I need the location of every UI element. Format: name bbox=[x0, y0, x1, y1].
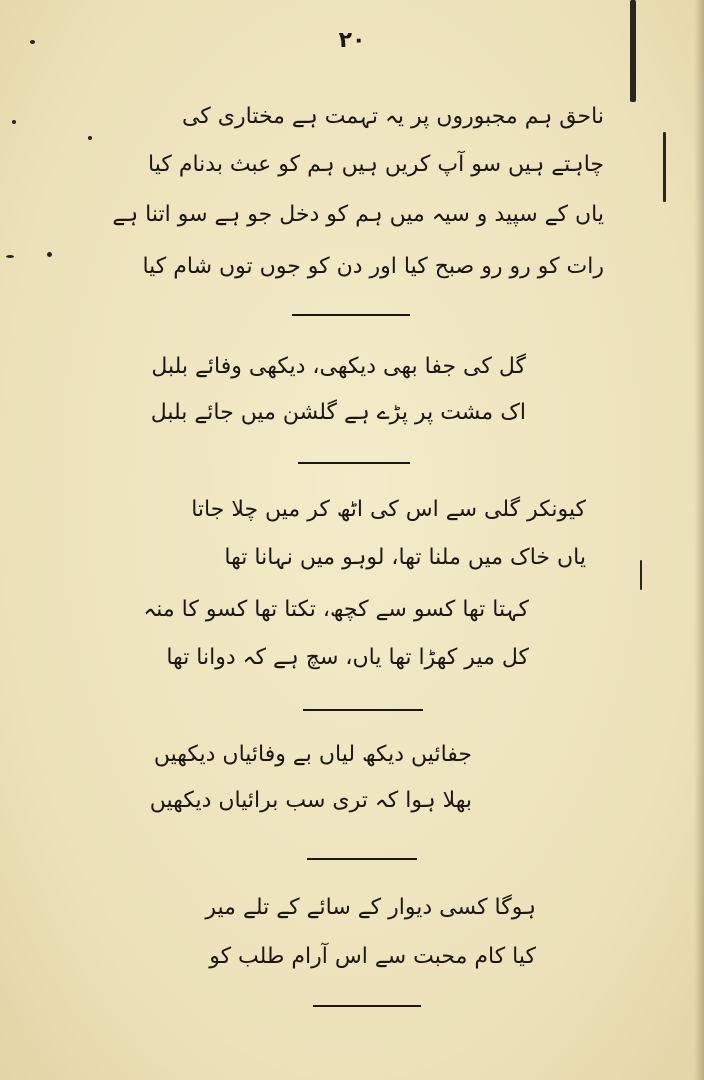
verse-line: اک مشت پر پڑے ہے گلشن میں جائے بلبل bbox=[150, 400, 526, 425]
verse-line: یاں خاک میں ملنا تھا، لوہو میں نہانا تھا bbox=[224, 545, 586, 570]
verse-line: کہتا تھا کسو سے کچھ، تکتا تھا کسو کا منہ bbox=[143, 597, 529, 622]
ink-speck bbox=[663, 132, 666, 202]
ink-speck bbox=[640, 560, 642, 590]
ink-speck bbox=[47, 252, 52, 257]
verse-line: چاہتے ہیں سو آپ کریں ہیں ہم کو عبث بدنام کیا bbox=[148, 152, 604, 177]
verse-line: یاں کے سپید و سیہ میں ہم کو دخل جو ہے سو اتنا ہے bbox=[112, 202, 604, 227]
verse-line: جفائیں دیکھ لیاں بے وفائیاں دیکھیں bbox=[153, 742, 472, 767]
page-edge-shadow bbox=[694, 0, 704, 1080]
ink-speck bbox=[6, 255, 14, 258]
page-number: ۲۰ bbox=[338, 28, 366, 53]
verse-line: کیا کام محبت سے اس آرام طلب کو bbox=[209, 944, 536, 969]
verse-line: بھلا ہوا کہ تری سب برائیاں دیکھیں bbox=[149, 788, 472, 813]
section-divider bbox=[303, 709, 423, 711]
ink-speck bbox=[12, 120, 16, 124]
verse-line: گل کی جفا بھی دیکھی، دیکھی وفائے بلبل bbox=[151, 354, 526, 379]
section-divider bbox=[292, 314, 410, 316]
verse-line: ناحق ہم مجبوروں پر یہ تہمت ہے مختاری کی bbox=[181, 104, 604, 129]
verse-line: ہوگا کسی دیوار کے سائے کے تلے میر bbox=[205, 895, 536, 920]
section-divider bbox=[313, 1005, 421, 1007]
verse-line: رات کو رو رو صبح کیا اور دن کو جوں توں شام کیا bbox=[142, 254, 604, 279]
section-divider bbox=[307, 858, 417, 860]
verse-line: کیونکر گلی سے اس کی اٹھ کر میں چلا جاتا bbox=[191, 497, 586, 522]
section-divider bbox=[298, 462, 410, 464]
verse-line: کل میر کھڑا تھا یاں، سچ ہے کہ دوانا تھا bbox=[166, 645, 529, 670]
ink-speck bbox=[88, 136, 92, 140]
